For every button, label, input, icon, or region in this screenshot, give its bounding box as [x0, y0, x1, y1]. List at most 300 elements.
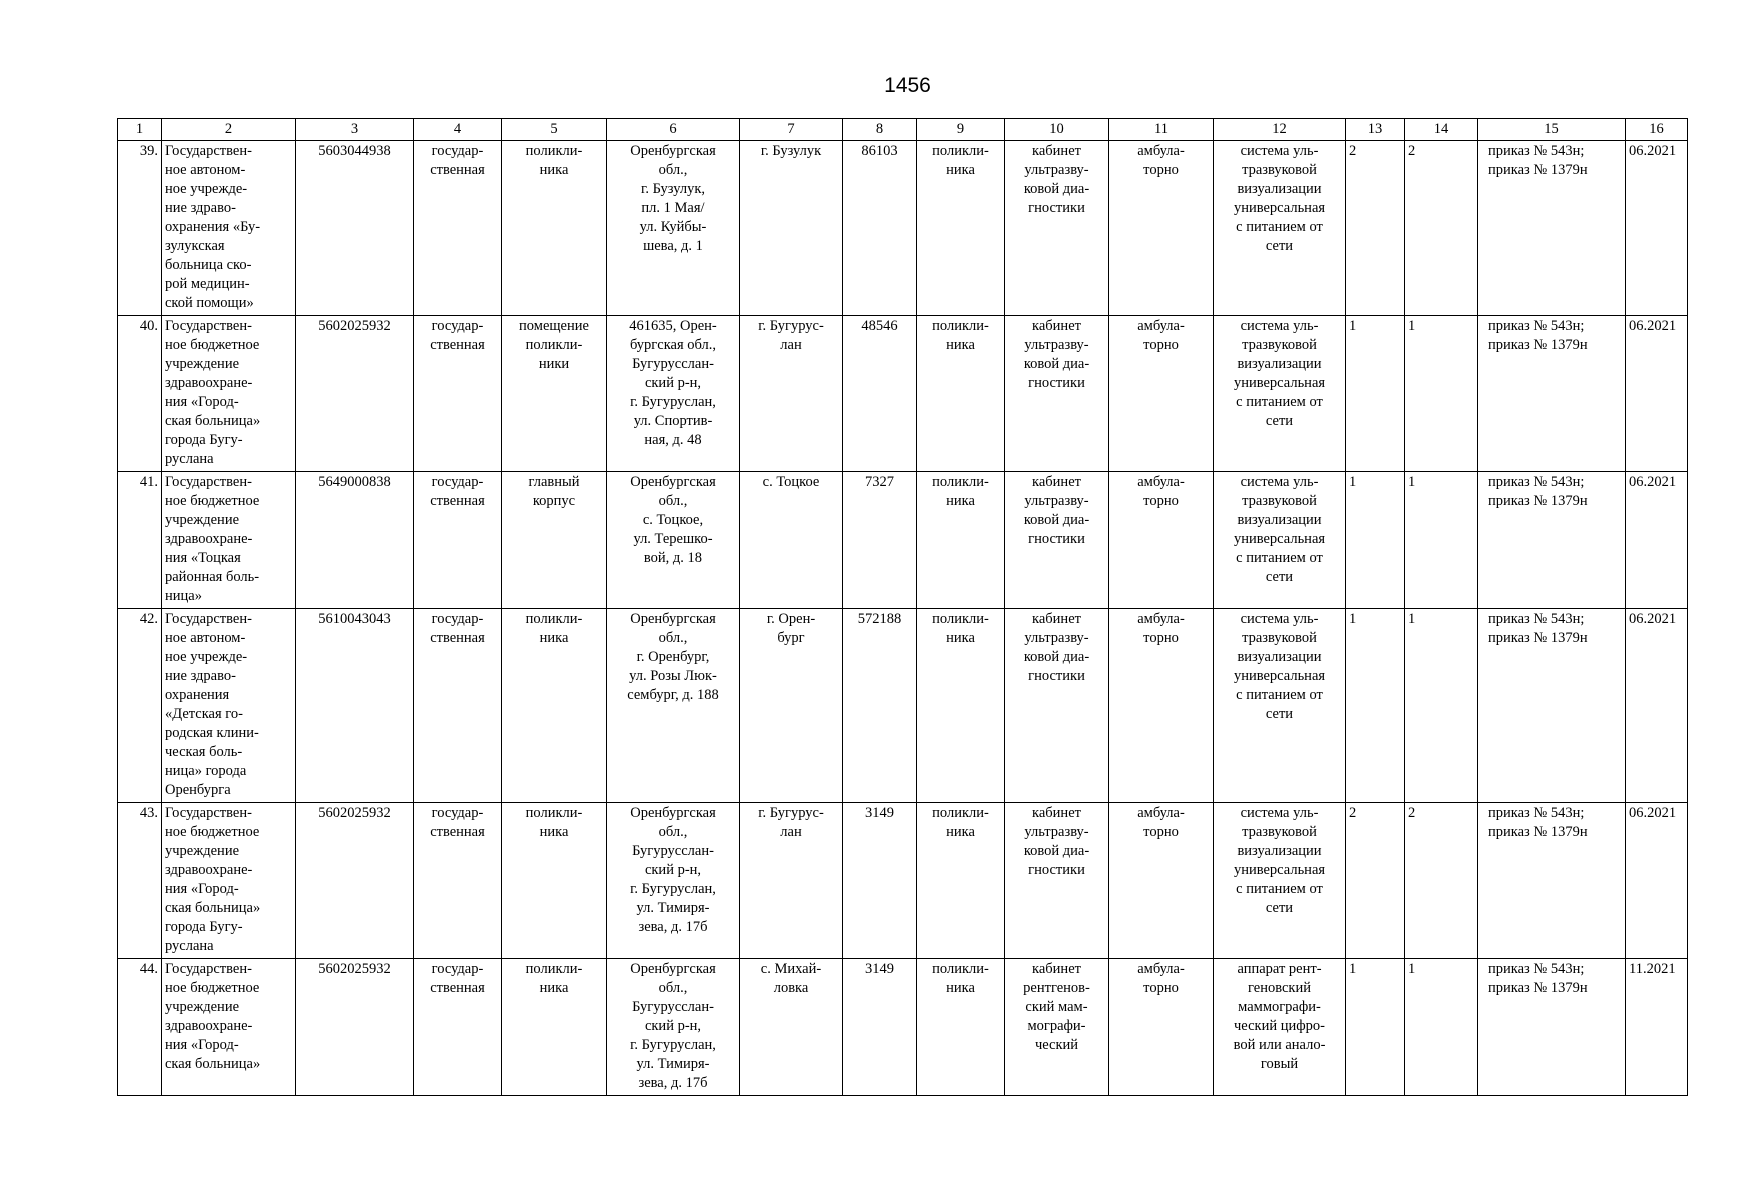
room-line: рентгенов-	[1023, 980, 1090, 996]
cell-inn: 5649000838	[296, 472, 414, 609]
cell-quantity-13: 1	[1346, 316, 1405, 472]
cell-row-number: 39.	[118, 141, 162, 316]
cell-care-type	[1109, 959, 1214, 1096]
cell-row-number: 42.	[118, 609, 162, 803]
organization-name-line: здравоохране-	[165, 1018, 253, 1034]
cell-date: 06.2021	[1626, 472, 1688, 609]
building-line: главный	[528, 474, 580, 490]
room-line: кабинет	[1032, 611, 1081, 627]
cell-ownership-form	[414, 959, 502, 1096]
cell-building	[502, 609, 607, 803]
equipment-line: визуализации	[1237, 356, 1322, 372]
room-line: ультразву-	[1024, 162, 1089, 178]
equipment-line: визуализации	[1237, 512, 1322, 528]
cell-building	[502, 959, 607, 1096]
table-body	[118, 141, 1688, 1096]
orders-line: приказ № 1379н	[1488, 493, 1588, 509]
address-line: ский р-н,	[644, 1018, 702, 1034]
cell-population: 7327	[843, 472, 917, 609]
equipment-line: ческий цифро-	[1234, 1018, 1325, 1034]
cell-address	[607, 141, 740, 316]
orders-line: приказ № 1379н	[1488, 980, 1588, 996]
room-line: ковой диа-	[1023, 181, 1090, 197]
cell-orders	[1478, 141, 1626, 316]
orders-line: приказ № 1379н	[1488, 824, 1588, 840]
address-line: Бугурусслан-	[632, 356, 714, 372]
building-line: корпус	[532, 493, 576, 509]
column-header: 15	[1478, 119, 1626, 141]
equipment-line: универсальная	[1233, 375, 1326, 391]
cell-organization-name	[162, 609, 296, 803]
locality-line: г. Бузулук	[760, 143, 822, 159]
room-line: ческий	[1034, 1037, 1079, 1053]
cell-row-number: 40.	[118, 316, 162, 472]
room-line: кабинет	[1032, 318, 1081, 334]
cell-building	[502, 141, 607, 316]
cell-division	[917, 316, 1005, 472]
room-line: ультразву-	[1024, 824, 1089, 840]
column-header: 4	[414, 119, 502, 141]
cell-quantity-14: 2	[1405, 803, 1478, 959]
care-type-line: торно	[1143, 824, 1179, 840]
equipment-line: универсальная	[1233, 531, 1326, 547]
cell-population: 48546	[843, 316, 917, 472]
address-line: ул. Тимиря-	[636, 900, 710, 916]
care-type-line: торно	[1143, 493, 1179, 509]
equipment-line: аппарат рент-	[1237, 961, 1322, 977]
organization-name-line: зулукская	[165, 238, 225, 254]
column-header: 11	[1109, 119, 1214, 141]
room-line: гностики	[1028, 200, 1085, 216]
address-line: Оренбургская	[630, 805, 716, 821]
equipment-line: тразвуковой	[1242, 162, 1317, 178]
room-line: гностики	[1028, 668, 1085, 684]
address-line: ул. Спортив-	[633, 413, 713, 429]
cell-row-number: 41.	[118, 472, 162, 609]
room-line: кабинет	[1032, 805, 1081, 821]
equipment-line: универсальная	[1233, 668, 1326, 684]
locality-line: г. Бугурус-	[758, 805, 824, 821]
equipment-line: вой или анало-	[1233, 1037, 1326, 1053]
organization-name-line: ница»	[165, 588, 202, 604]
organization-name-line: учреждение	[165, 999, 240, 1015]
equipment-line: тразвуковой	[1242, 824, 1317, 840]
ownership-form-line: ственная	[430, 162, 485, 178]
organization-name-line: ния «Тоцкая	[165, 550, 241, 566]
cell-row-number: 43.	[118, 803, 162, 959]
organization-name-line: учреждение	[165, 512, 240, 528]
page-number: 1456	[884, 74, 931, 97]
cell-quantity-14: 2	[1405, 141, 1478, 316]
cell-equipment	[1214, 803, 1346, 959]
organization-name-line: ская больница»	[165, 413, 261, 429]
address-line: Бугурусслан-	[632, 843, 714, 859]
cell-population: 572188	[843, 609, 917, 803]
cell-quantity-13: 2	[1346, 141, 1405, 316]
table-row	[118, 472, 1688, 609]
equipment-line: сети	[1265, 413, 1294, 429]
cell-orders	[1478, 959, 1626, 1096]
organization-name-line: ное автоном-	[165, 630, 246, 646]
locality-line: г. Орен-	[766, 611, 816, 627]
column-header: 10	[1005, 119, 1109, 141]
care-type-line: амбула-	[1137, 474, 1185, 490]
cell-equipment	[1214, 141, 1346, 316]
equipment-line: система уль-	[1240, 805, 1319, 821]
equipment-line: с питанием от	[1236, 687, 1323, 703]
division-line: поликли-	[932, 805, 989, 821]
division-line: ника	[946, 337, 975, 353]
cell-care-type	[1109, 609, 1214, 803]
room-line: ковой диа-	[1023, 649, 1090, 665]
organization-name-line: Государствен-	[165, 961, 252, 977]
cell-room	[1005, 141, 1109, 316]
cell-locality	[740, 472, 843, 609]
cell-care-type	[1109, 141, 1214, 316]
room-line: гностики	[1028, 375, 1085, 391]
cell-address	[607, 803, 740, 959]
equipment-line: говый	[1260, 1056, 1299, 1072]
orders-line: приказ № 543н;	[1488, 474, 1585, 490]
cell-ownership-form	[414, 316, 502, 472]
care-type-line: амбула-	[1137, 611, 1185, 627]
room-line: гностики	[1028, 531, 1085, 547]
address-line: Оренбургская	[630, 961, 716, 977]
equipment-line: тразвуковой	[1242, 337, 1317, 353]
address-line: ул. Розы Люк-	[629, 668, 717, 684]
organization-name-line: здравоохране-	[165, 531, 253, 547]
organization-name-line: больница ско-	[165, 257, 252, 273]
cell-organization-name	[162, 141, 296, 316]
cell-inn: 5602025932	[296, 803, 414, 959]
room-line: ультразву-	[1024, 493, 1089, 509]
address-line: бургская обл.,	[629, 337, 717, 353]
ownership-form-line: государ-	[431, 805, 484, 821]
equipment-line: универсальная	[1233, 200, 1326, 216]
cell-building	[502, 803, 607, 959]
orders-line: приказ № 543н;	[1488, 318, 1585, 334]
cell-equipment	[1214, 472, 1346, 609]
orders-line: приказ № 543н;	[1488, 143, 1585, 159]
equipment-line: система уль-	[1240, 143, 1319, 159]
room-line: ультразву-	[1024, 630, 1089, 646]
address-line: обл.,	[658, 162, 688, 178]
cell-room	[1005, 803, 1109, 959]
care-type-line: торно	[1143, 337, 1179, 353]
ownership-form-line: государ-	[431, 474, 484, 490]
building-line: помещение	[519, 318, 589, 334]
division-line: поликли-	[932, 318, 989, 334]
room-line: ковой диа-	[1023, 356, 1090, 372]
address-line: зева, д. 17б	[638, 1075, 708, 1091]
equipment-line: с питанием от	[1236, 881, 1323, 897]
cell-address	[607, 316, 740, 472]
organization-name-line: ное бюджетное	[165, 980, 260, 996]
locality-line: с. Тоцкое	[762, 474, 820, 490]
address-line: обл.,	[658, 630, 688, 646]
column-header: 2	[162, 119, 296, 141]
room-line: ковой диа-	[1023, 512, 1090, 528]
building-line: поликли-	[525, 611, 583, 627]
building-line: поликли-	[525, 961, 583, 977]
cell-organization-name	[162, 803, 296, 959]
cell-quantity-14: 1	[1405, 609, 1478, 803]
division-line: поликли-	[932, 474, 989, 490]
cell-room	[1005, 316, 1109, 472]
locality-line: лан	[780, 824, 802, 840]
organization-name-line: ние здраво-	[165, 200, 236, 216]
ownership-form-line: государ-	[431, 961, 484, 977]
cell-locality	[740, 316, 843, 472]
address-line: пл. 1 Мая/	[641, 200, 705, 216]
organization-name-line: руслана	[165, 938, 214, 954]
organization-name-line: районная боль-	[165, 569, 260, 585]
organization-name-line: рой медицин-	[165, 276, 250, 292]
address-line: ул. Куйбы-	[639, 219, 707, 235]
organization-name-line: «Детская го-	[165, 706, 243, 722]
cell-inn: 5602025932	[296, 316, 414, 472]
organization-name-line: родская клини-	[165, 725, 259, 741]
cell-organization-name	[162, 472, 296, 609]
equipment-line: сети	[1265, 569, 1294, 585]
address-line: г. Оренбург,	[636, 649, 710, 665]
organization-name-line: ное учрежде-	[165, 649, 248, 665]
address-line: шева, д. 1	[643, 238, 703, 254]
organization-name-line: ческая боль-	[165, 744, 243, 760]
organization-name-line: учреждение	[165, 843, 240, 859]
division-line: ника	[946, 980, 975, 996]
address-line: обл.,	[658, 824, 688, 840]
ownership-form-line: ственная	[430, 337, 485, 353]
table-row	[118, 316, 1688, 472]
building-line: поликли-	[525, 805, 583, 821]
column-header: 6	[607, 119, 740, 141]
address-line: Оренбургская	[630, 474, 716, 490]
room-line: кабинет	[1032, 143, 1081, 159]
column-header: 12	[1214, 119, 1346, 141]
cell-division	[917, 959, 1005, 1096]
column-header: 16	[1626, 119, 1688, 141]
orders-line: приказ № 1379н	[1488, 630, 1588, 646]
table-row	[118, 141, 1688, 316]
organization-name-line: Оренбурга	[165, 782, 231, 798]
cell-orders	[1478, 803, 1626, 959]
cell-date: 11.2021	[1626, 959, 1688, 1096]
address-line: обл.,	[658, 980, 688, 996]
building-line: поликли-	[525, 337, 583, 353]
ownership-form-line: государ-	[431, 611, 484, 627]
cell-date: 06.2021	[1626, 609, 1688, 803]
orders-line: приказ № 1379н	[1488, 337, 1588, 353]
cell-locality	[740, 609, 843, 803]
cell-building	[502, 472, 607, 609]
division-line: поликли-	[932, 143, 989, 159]
equipment-line: тразвуковой	[1242, 493, 1317, 509]
locality-line: бург	[777, 630, 805, 646]
orders-line: приказ № 543н;	[1488, 611, 1585, 627]
organization-name-line: Государствен-	[165, 805, 252, 821]
care-type-line: амбула-	[1137, 143, 1185, 159]
division-line: поликли-	[932, 961, 989, 977]
locality-line: ловка	[773, 980, 809, 996]
care-type-line: торно	[1143, 980, 1179, 996]
care-type-line: амбула-	[1137, 805, 1185, 821]
equipment-line: тразвуковой	[1242, 630, 1317, 646]
cell-population: 86103	[843, 141, 917, 316]
division-line: ника	[946, 824, 975, 840]
address-line: 461635, Орен-	[629, 318, 717, 334]
equipment-line: сети	[1265, 900, 1294, 916]
organization-name-line: ние здраво-	[165, 668, 236, 684]
organization-name-line: ное бюджетное	[165, 337, 260, 353]
cell-quantity-13: 1	[1346, 609, 1405, 803]
equipment-line: система уль-	[1240, 474, 1319, 490]
cell-care-type	[1109, 803, 1214, 959]
cell-division	[917, 803, 1005, 959]
organization-name-line: ская больница»	[165, 900, 261, 916]
address-line: Бугурусслан-	[632, 999, 714, 1015]
address-line: зева, д. 17б	[638, 919, 708, 935]
cell-orders	[1478, 316, 1626, 472]
organization-name-line: ния «Город-	[165, 1037, 239, 1053]
equipment-line: с питанием от	[1236, 219, 1323, 235]
cell-date: 06.2021	[1626, 803, 1688, 959]
address-line: Оренбургская	[630, 611, 716, 627]
equipment-line: с питанием от	[1236, 550, 1323, 566]
organization-name-line: ное бюджетное	[165, 824, 260, 840]
cell-inn: 5610043043	[296, 609, 414, 803]
header-row	[118, 119, 1688, 141]
cell-population: 3149	[843, 803, 917, 959]
ownership-form-line: государ-	[431, 318, 484, 334]
division-line: ника	[946, 630, 975, 646]
cell-room	[1005, 472, 1109, 609]
organization-name-line: Государствен-	[165, 143, 252, 159]
cell-locality	[740, 141, 843, 316]
address-line: вой, д. 18	[643, 550, 703, 566]
cell-date: 06.2021	[1626, 141, 1688, 316]
division-line: ника	[946, 493, 975, 509]
cell-division	[917, 609, 1005, 803]
organization-name-line: руслана	[165, 451, 214, 467]
address-line: ная, д. 48	[644, 432, 702, 448]
equipment-line: универсальная	[1233, 862, 1326, 878]
column-header: 9	[917, 119, 1005, 141]
cell-quantity-13: 1	[1346, 959, 1405, 1096]
cell-room	[1005, 959, 1109, 1096]
cell-quantity-13: 2	[1346, 803, 1405, 959]
address-line: с. Тоцкое,	[642, 512, 704, 528]
cell-division	[917, 141, 1005, 316]
cell-care-type	[1109, 472, 1214, 609]
organization-name-line: Государствен-	[165, 611, 252, 627]
organization-name-line: здравоохране-	[165, 375, 253, 391]
organization-name-line: ской помощи»	[165, 295, 254, 311]
building-line: ника	[539, 824, 569, 840]
cell-equipment	[1214, 959, 1346, 1096]
room-line: ультразву-	[1024, 337, 1089, 353]
cell-address	[607, 472, 740, 609]
cell-division	[917, 472, 1005, 609]
equipment-line: геновский	[1248, 980, 1311, 996]
cell-address	[607, 609, 740, 803]
ownership-form-line: ственная	[430, 493, 485, 509]
column-header: 8	[843, 119, 917, 141]
room-line: ский мам-	[1025, 999, 1088, 1015]
organization-name-line: ния «Город-	[165, 394, 239, 410]
organization-name-line: ное автоном-	[165, 162, 246, 178]
locality-line: г. Бугурус-	[758, 318, 824, 334]
cell-organization-name	[162, 959, 296, 1096]
organization-name-line: Государствен-	[165, 318, 252, 334]
organization-name-line: ская больница»	[165, 1056, 261, 1072]
equipment-line: маммографи-	[1238, 999, 1321, 1015]
building-line: ника	[539, 162, 569, 178]
cell-equipment	[1214, 316, 1346, 472]
address-line: ул. Терешко-	[633, 531, 713, 547]
table-row	[118, 959, 1688, 1096]
column-header: 3	[296, 119, 414, 141]
column-header: 1	[118, 119, 162, 141]
table-row	[118, 803, 1688, 959]
organization-name-line: учреждение	[165, 356, 240, 372]
organization-name-line: ное бюджетное	[165, 493, 260, 509]
cell-ownership-form	[414, 141, 502, 316]
orders-line: приказ № 543н;	[1488, 805, 1585, 821]
cell-orders	[1478, 472, 1626, 609]
address-line: ский р-н,	[644, 862, 702, 878]
equipment-line: система уль-	[1240, 611, 1319, 627]
cell-orders	[1478, 609, 1626, 803]
cell-address	[607, 959, 740, 1096]
cell-quantity-14: 1	[1405, 959, 1478, 1096]
cell-quantity-14: 1	[1405, 316, 1478, 472]
address-line: ский р-н,	[644, 375, 702, 391]
ownership-form-line: ственная	[430, 824, 485, 840]
cell-date: 06.2021	[1626, 316, 1688, 472]
ownership-form-line: государ-	[431, 143, 484, 159]
cell-building	[502, 316, 607, 472]
orders-line: приказ № 1379н	[1488, 162, 1588, 178]
cell-quantity-14: 1	[1405, 472, 1478, 609]
equipment-line: визуализации	[1237, 649, 1322, 665]
equipment-line: система уль-	[1240, 318, 1319, 334]
equipment-registry-table	[117, 118, 1688, 1096]
equipment-line: визуализации	[1237, 181, 1322, 197]
cell-ownership-form	[414, 609, 502, 803]
room-line: гностики	[1028, 862, 1085, 878]
room-line: мографи-	[1027, 1018, 1086, 1034]
cell-population: 3149	[843, 959, 917, 1096]
organization-name-line: охранения	[165, 687, 230, 703]
locality-line: с. Михай-	[760, 961, 822, 977]
equipment-line: сети	[1265, 706, 1294, 722]
building-line: ника	[539, 980, 569, 996]
column-header: 13	[1346, 119, 1405, 141]
ownership-form-line: ственная	[430, 980, 485, 996]
column-header: 14	[1405, 119, 1478, 141]
cell-ownership-form	[414, 803, 502, 959]
ownership-form-line: ственная	[430, 630, 485, 646]
address-line: сембург, д. 188	[627, 687, 719, 703]
table-row	[118, 609, 1688, 803]
care-type-line: торно	[1143, 162, 1179, 178]
column-header: 7	[740, 119, 843, 141]
orders-line: приказ № 543н;	[1488, 961, 1585, 977]
cell-equipment	[1214, 609, 1346, 803]
address-line: г. Бузулук,	[641, 181, 705, 197]
address-line: ул. Тимиря-	[636, 1056, 710, 1072]
